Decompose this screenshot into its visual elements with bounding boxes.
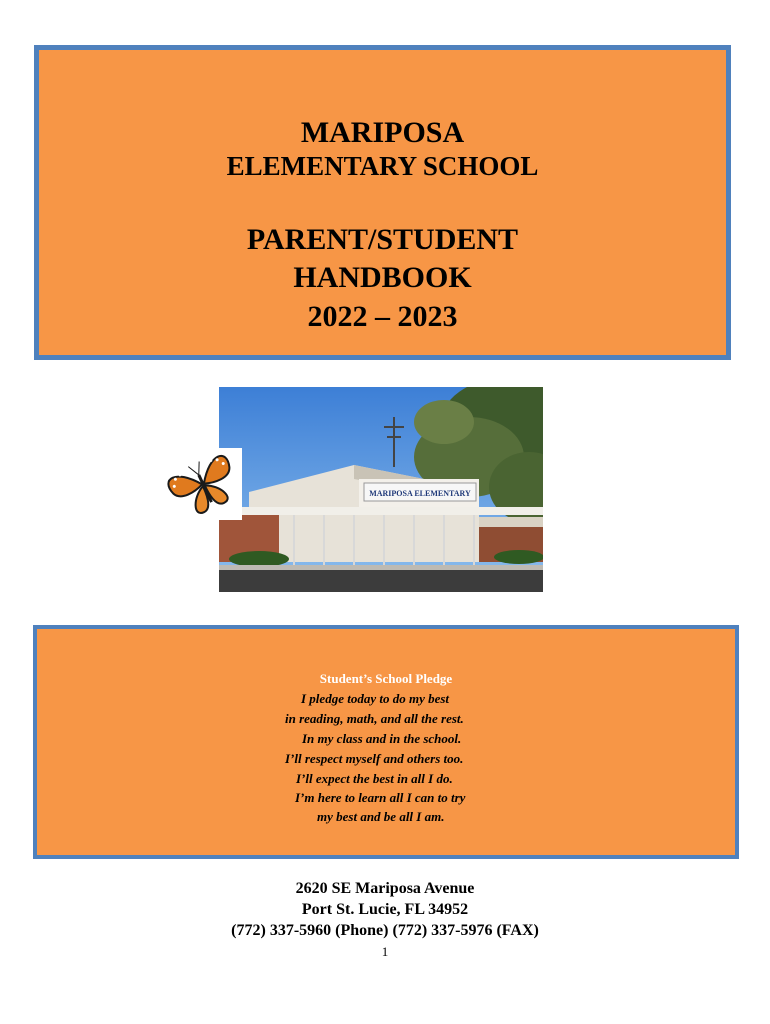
butterfly-icon bbox=[164, 448, 242, 520]
handbook-title-line1: PARENT/STUDENT bbox=[246, 223, 519, 256]
pledge-line: I’ll expect the best in all I do. bbox=[296, 771, 453, 786]
pledge-box bbox=[33, 625, 739, 859]
pledge-line: my best and be all I am. bbox=[317, 809, 445, 824]
school-photo bbox=[219, 387, 543, 592]
school-name: MARIPOSA bbox=[300, 116, 465, 149]
pledge-line: In my class and in the school. bbox=[302, 731, 462, 746]
address-street: 2620 SE Mariposa Avenue bbox=[295, 880, 475, 897]
title-box bbox=[34, 45, 731, 360]
building-sign: MARIPOSA ELEMENTARY bbox=[369, 489, 471, 498]
school-type: ELEMENTARY SCHOOL bbox=[226, 151, 539, 181]
pledge-title: Student’s School Pledge bbox=[319, 671, 453, 686]
pledge-line: I’m here to learn all I can to try bbox=[295, 790, 466, 805]
address-city: Port St. Lucie, FL 34952 bbox=[301, 901, 469, 918]
handbook-title-line2: HANDBOOK bbox=[293, 261, 472, 294]
school-year: 2022 – 2023 bbox=[307, 300, 458, 333]
pledge-line: in reading, math, and all the rest. bbox=[285, 711, 464, 726]
page-number: 1 bbox=[381, 944, 389, 959]
pledge-line: I pledge today to do my best bbox=[301, 691, 450, 706]
pledge-line: I’ll respect myself and others too. bbox=[285, 751, 464, 766]
address-phones: (772) 337-5960 (Phone) (772) 337-5976 (FAX) bbox=[231, 922, 539, 939]
